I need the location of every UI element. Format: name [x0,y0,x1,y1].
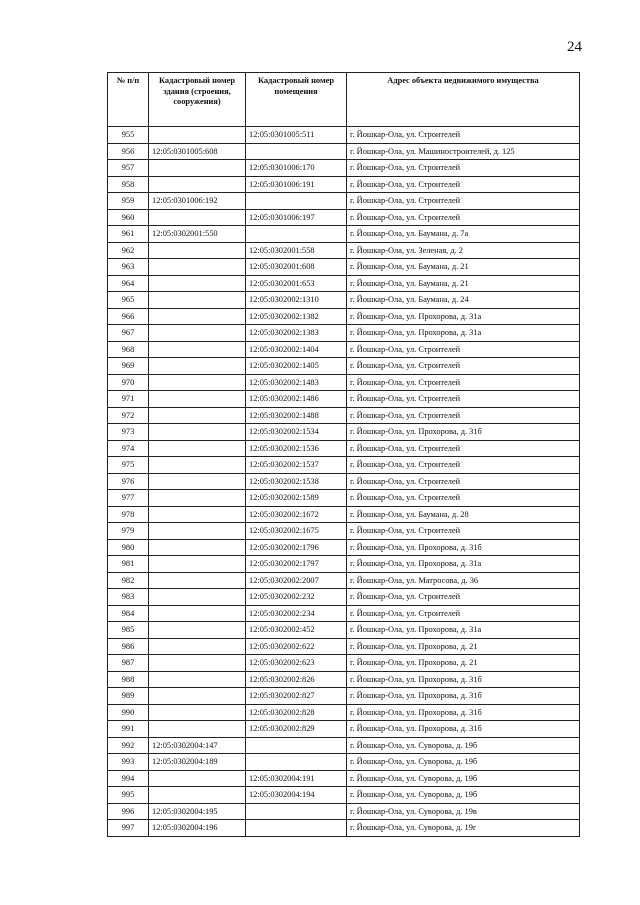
cell-premises-cadastral: 12:05:0302002:826 [246,671,347,688]
cell-premises-cadastral: 12:05:0302002:1797 [246,556,347,573]
cell-premises-cadastral: 12:05:0302002:1538 [246,473,347,490]
cell-address: г. Йошкар-Ола, ул. Суворова, д. 19б [347,754,580,771]
cell-premises-cadastral: 12:05:0302002:622 [246,638,347,655]
cell-row-number: 975 [108,457,149,474]
table-row [108,292,580,309]
table-row [108,820,580,837]
cell-address: г. Йошкар-Ола, ул. Строителей [347,374,580,391]
cell-address: г. Йошкар-Ола, ул. Прохорова, д. 21 [347,655,580,672]
cell-premises-cadastral: 12:05:0302002:232 [246,589,347,606]
cell-row-number: 978 [108,506,149,523]
cell-address: г. Йошкар-Ола, ул. Прохорова, д. 21 [347,638,580,655]
cell-premises-cadastral: 12:05:0302004:194 [246,787,347,804]
table-row [108,127,580,144]
table-row [108,523,580,540]
cell-premises-cadastral: 12:05:0302002:1796 [246,539,347,556]
table-row [108,688,580,705]
table-row [108,638,580,655]
cell-building-cadastral [149,539,246,556]
cell-premises-cadastral: 12:05:0302004:191 [246,770,347,787]
cell-address: г. Йошкар-Ола, ул. Матросова, д. 36 [347,572,580,589]
cell-row-number: 968 [108,341,149,358]
cell-address: г. Йошкар-Ола, ул. Прохорова, д. 31б [347,424,580,441]
cell-premises-cadastral: 12:05:0302002:1383 [246,325,347,342]
cell-row-number: 959 [108,193,149,210]
table-row [108,704,580,721]
cell-premises-cadastral [246,226,347,243]
cell-premises-cadastral: 12:05:0302002:1405 [246,358,347,375]
cell-row-number: 967 [108,325,149,342]
cell-building-cadastral: 12:05:0302001:550 [149,226,246,243]
cell-address: г. Йошкар-Ола, ул. Строителей [347,127,580,144]
cell-address: г. Йошкар-Ола, ул. Суворова, д. 19в [347,803,580,820]
cell-address: г. Йошкар-Ола, ул. Прохорова, д. 31б [347,671,580,688]
cell-row-number: 966 [108,308,149,325]
cell-building-cadastral [149,605,246,622]
table-row [108,259,580,276]
cell-premises-cadastral: 12:05:0302001:558 [246,242,347,259]
cell-row-number: 980 [108,539,149,556]
cell-premises-cadastral [246,803,347,820]
cell-row-number: 987 [108,655,149,672]
cell-building-cadastral [149,275,246,292]
cell-row-number: 985 [108,622,149,639]
table-row [108,440,580,457]
cell-premises-cadastral: 12:05:0302002:623 [246,655,347,672]
cell-address: г. Йошкар-Ола, ул. Строителей [347,589,580,606]
cell-address: г. Йошкар-Ола, ул. Машиностроителей, д. 125 [347,143,580,160]
cell-premises-cadastral [246,737,347,754]
cell-row-number: 979 [108,523,149,540]
cell-address: г. Йошкар-Ола, ул. Прохорова, д. 31б [347,688,580,705]
cell-premises-cadastral: 12:05:0302002:1536 [246,440,347,457]
table-row [108,605,580,622]
cell-premises-cadastral: 12:05:0302002:1488 [246,407,347,424]
cell-row-number: 970 [108,374,149,391]
table-row [108,226,580,243]
cell-row-number: 964 [108,275,149,292]
table-row [108,160,580,177]
table-row [108,193,580,210]
cell-row-number: 986 [108,638,149,655]
cell-address: г. Йошкар-Ола, ул. Баумана, д. 21 [347,259,580,276]
cell-premises-cadastral: 12:05:0301005:511 [246,127,347,144]
table-row [108,737,580,754]
cell-address: г. Йошкар-Ола, ул. Строителей [347,523,580,540]
cell-building-cadastral [149,440,246,457]
table-row [108,341,580,358]
cell-address: г. Йошкар-Ола, ул. Прохорова, д. 31а [347,622,580,639]
cell-row-number: 989 [108,688,149,705]
cell-building-cadastral [149,638,246,655]
cell-address: г. Йошкар-Ола, ул. Зеленая, д. 2 [347,242,580,259]
cell-address: г. Йошкар-Ола, ул. Суворова, д. 19б [347,737,580,754]
cell-address: г. Йошкар-Ола, ул. Баумана, д. 24 [347,292,580,309]
cell-premises-cadastral: 12:05:0302002:829 [246,721,347,738]
cell-address: г. Йошкар-Ола, ул. Строителей [347,176,580,193]
cell-premises-cadastral: 12:05:0302001:608 [246,259,347,276]
table-row [108,506,580,523]
header-building-cadastral: Кадастровый номер здания (строения, сооружения) [149,73,246,127]
cell-building-cadastral [149,556,246,573]
cell-address: г. Йошкар-Ола, ул. Суворова, д. 19б [347,787,580,804]
cell-building-cadastral [149,407,246,424]
cell-premises-cadastral: 12:05:0302002:1589 [246,490,347,507]
cell-address: г. Йошкар-Ола, ул. Строителей [347,605,580,622]
cell-building-cadastral [149,242,246,259]
cell-premises-cadastral [246,820,347,837]
cell-address: г. Йошкар-Ола, ул. Строителей [347,358,580,375]
cell-building-cadastral [149,127,246,144]
table-row [108,209,580,226]
cell-premises-cadastral: 12:05:0302002:452 [246,622,347,639]
table-row [108,589,580,606]
table-row [108,242,580,259]
cell-building-cadastral [149,341,246,358]
cell-address: г. Йошкар-Ола, ул. Строителей [347,457,580,474]
cell-building-cadastral: 12:05:0301006:192 [149,193,246,210]
cell-address: г. Йошкар-Ола, ул. Строителей [347,341,580,358]
table-body [108,127,580,837]
cell-row-number: 982 [108,572,149,589]
cell-building-cadastral [149,176,246,193]
cell-row-number: 981 [108,556,149,573]
cell-building-cadastral [149,374,246,391]
cell-row-number: 957 [108,160,149,177]
cell-premises-cadastral: 12:05:0302002:1483 [246,374,347,391]
cell-address: г. Йошкар-Ола, ул. Баумана, д. 7а [347,226,580,243]
cell-building-cadastral [149,325,246,342]
cell-row-number: 984 [108,605,149,622]
cell-address: г. Йошкар-Ола, ул. Строителей [347,193,580,210]
cell-address: г. Йошкар-Ола, ул. Баумана, д. 28 [347,506,580,523]
cell-address: г. Йошкар-Ола, ул. Прохорова, д. 31б [347,539,580,556]
table-row [108,308,580,325]
cell-row-number: 993 [108,754,149,771]
cell-address: г. Йошкар-Ола, ул. Баумана, д. 21 [347,275,580,292]
cell-premises-cadastral: 12:05:0302002:1537 [246,457,347,474]
cell-building-cadastral [149,622,246,639]
table-row [108,655,580,672]
table-row [108,473,580,490]
cell-row-number: 995 [108,787,149,804]
cell-building-cadastral [149,160,246,177]
cell-row-number: 976 [108,473,149,490]
cell-premises-cadastral: 12:05:0302002:1675 [246,523,347,540]
cell-row-number: 965 [108,292,149,309]
table-row [108,622,580,639]
cell-row-number: 974 [108,440,149,457]
cell-address: г. Йошкар-Ола, ул. Строителей [347,391,580,408]
cell-premises-cadastral: 12:05:0302001:653 [246,275,347,292]
cell-premises-cadastral: 12:05:0301006:197 [246,209,347,226]
cell-address: г. Йошкар-Ола, ул. Прохорова, д. 31б [347,704,580,721]
page-number: 24 [567,39,582,55]
cell-premises-cadastral: 12:05:0301006:191 [246,176,347,193]
table-row [108,374,580,391]
cell-row-number: 969 [108,358,149,375]
cell-building-cadastral [149,655,246,672]
cell-building-cadastral [149,391,246,408]
cell-row-number: 988 [108,671,149,688]
table-row [108,358,580,375]
cell-building-cadastral: 12:05:0302004:189 [149,754,246,771]
table-row [108,424,580,441]
table-row [108,770,580,787]
cell-row-number: 997 [108,820,149,837]
cell-premises-cadastral: 12:05:0302002:1310 [246,292,347,309]
cell-premises-cadastral: 12:05:0302002:1486 [246,391,347,408]
cell-premises-cadastral: 12:05:0301006:170 [246,160,347,177]
cell-row-number: 962 [108,242,149,259]
cell-premises-cadastral: 12:05:0302002:234 [246,605,347,622]
cell-building-cadastral [149,424,246,441]
header-premises-cadastral: Кадастровый номер помещения [246,73,347,127]
cell-row-number: 973 [108,424,149,441]
cell-row-number: 960 [108,209,149,226]
cell-row-number: 992 [108,737,149,754]
cell-row-number: 990 [108,704,149,721]
cell-building-cadastral [149,671,246,688]
cell-building-cadastral [149,770,246,787]
table-row [108,325,580,342]
cell-row-number: 961 [108,226,149,243]
cell-premises-cadastral [246,143,347,160]
cell-premises-cadastral: 12:05:0302002:2007 [246,572,347,589]
cell-premises-cadastral: 12:05:0302002:1404 [246,341,347,358]
cell-address: г. Йошкар-Ола, ул. Строителей [347,160,580,177]
cell-address: г. Йошкар-Ола, ул. Строителей [347,490,580,507]
cell-address: г. Йошкар-Ола, ул. Прохорова, д. 31а [347,325,580,342]
cell-address: г. Йошкар-Ола, ул. Суворова, д. 19б [347,770,580,787]
cell-building-cadastral [149,589,246,606]
cell-building-cadastral [149,308,246,325]
cell-address: г. Йошкар-Ола, ул. Прохорова, д. 31б [347,721,580,738]
table-row [108,556,580,573]
table-row [108,391,580,408]
cell-address: г. Йошкар-Ола, ул. Прохорова, д. 31а [347,308,580,325]
cell-premises-cadastral [246,193,347,210]
cell-building-cadastral [149,473,246,490]
cell-row-number: 958 [108,176,149,193]
cell-building-cadastral [149,358,246,375]
cell-building-cadastral [149,688,246,705]
cell-row-number: 971 [108,391,149,408]
cell-building-cadastral: 12:05:0302004:196 [149,820,246,837]
cell-building-cadastral [149,704,246,721]
header-address: Адрес объекта недвижимого имущества [347,73,580,127]
cell-address: г. Йошкар-Ола, ул. Строителей [347,407,580,424]
cell-building-cadastral [149,787,246,804]
cell-row-number: 955 [108,127,149,144]
cell-address: г. Йошкар-Ола, ул. Прохорова, д. 31а [347,556,580,573]
cell-premises-cadastral: 12:05:0302002:1534 [246,424,347,441]
cell-premises-cadastral: 12:05:0302002:1672 [246,506,347,523]
cell-address: г. Йошкар-Ола, ул. Строителей [347,440,580,457]
cell-building-cadastral [149,292,246,309]
table-row [108,671,580,688]
table-header-row [108,73,580,127]
cell-building-cadastral [149,209,246,226]
cell-building-cadastral: 12:05:0301005:608 [149,143,246,160]
table-row [108,787,580,804]
cell-building-cadastral [149,457,246,474]
table-row [108,176,580,193]
cell-premises-cadastral: 12:05:0302002:827 [246,688,347,705]
table-row [108,275,580,292]
cell-row-number: 963 [108,259,149,276]
cell-building-cadastral [149,523,246,540]
cell-premises-cadastral [246,754,347,771]
cell-premises-cadastral: 12:05:0302002:1382 [246,308,347,325]
cell-building-cadastral: 12:05:0302004:195 [149,803,246,820]
cell-address: г. Йошкар-Ола, ул. Строителей [347,473,580,490]
cell-row-number: 983 [108,589,149,606]
property-table [107,72,580,837]
table-row [108,457,580,474]
cell-building-cadastral [149,259,246,276]
cell-row-number: 972 [108,407,149,424]
table-row [108,572,580,589]
cell-premises-cadastral: 12:05:0302002:828 [246,704,347,721]
cell-row-number: 977 [108,490,149,507]
table-row [108,721,580,738]
cell-row-number: 994 [108,770,149,787]
header-row-number: № п/п [108,73,149,127]
cell-row-number: 991 [108,721,149,738]
cell-building-cadastral: 12:05:0302004:147 [149,737,246,754]
table-row [108,490,580,507]
cell-address: г. Йошкар-Ола, ул. Суворова, д. 19г [347,820,580,837]
cell-building-cadastral [149,721,246,738]
cell-building-cadastral [149,506,246,523]
cell-row-number: 996 [108,803,149,820]
table-row [108,754,580,771]
table-row [108,407,580,424]
table-row [108,143,580,160]
cell-row-number: 956 [108,143,149,160]
cell-building-cadastral [149,490,246,507]
cell-building-cadastral [149,572,246,589]
table-row [108,803,580,820]
cell-address: г. Йошкар-Ола, ул. Строителей [347,209,580,226]
table-row [108,539,580,556]
